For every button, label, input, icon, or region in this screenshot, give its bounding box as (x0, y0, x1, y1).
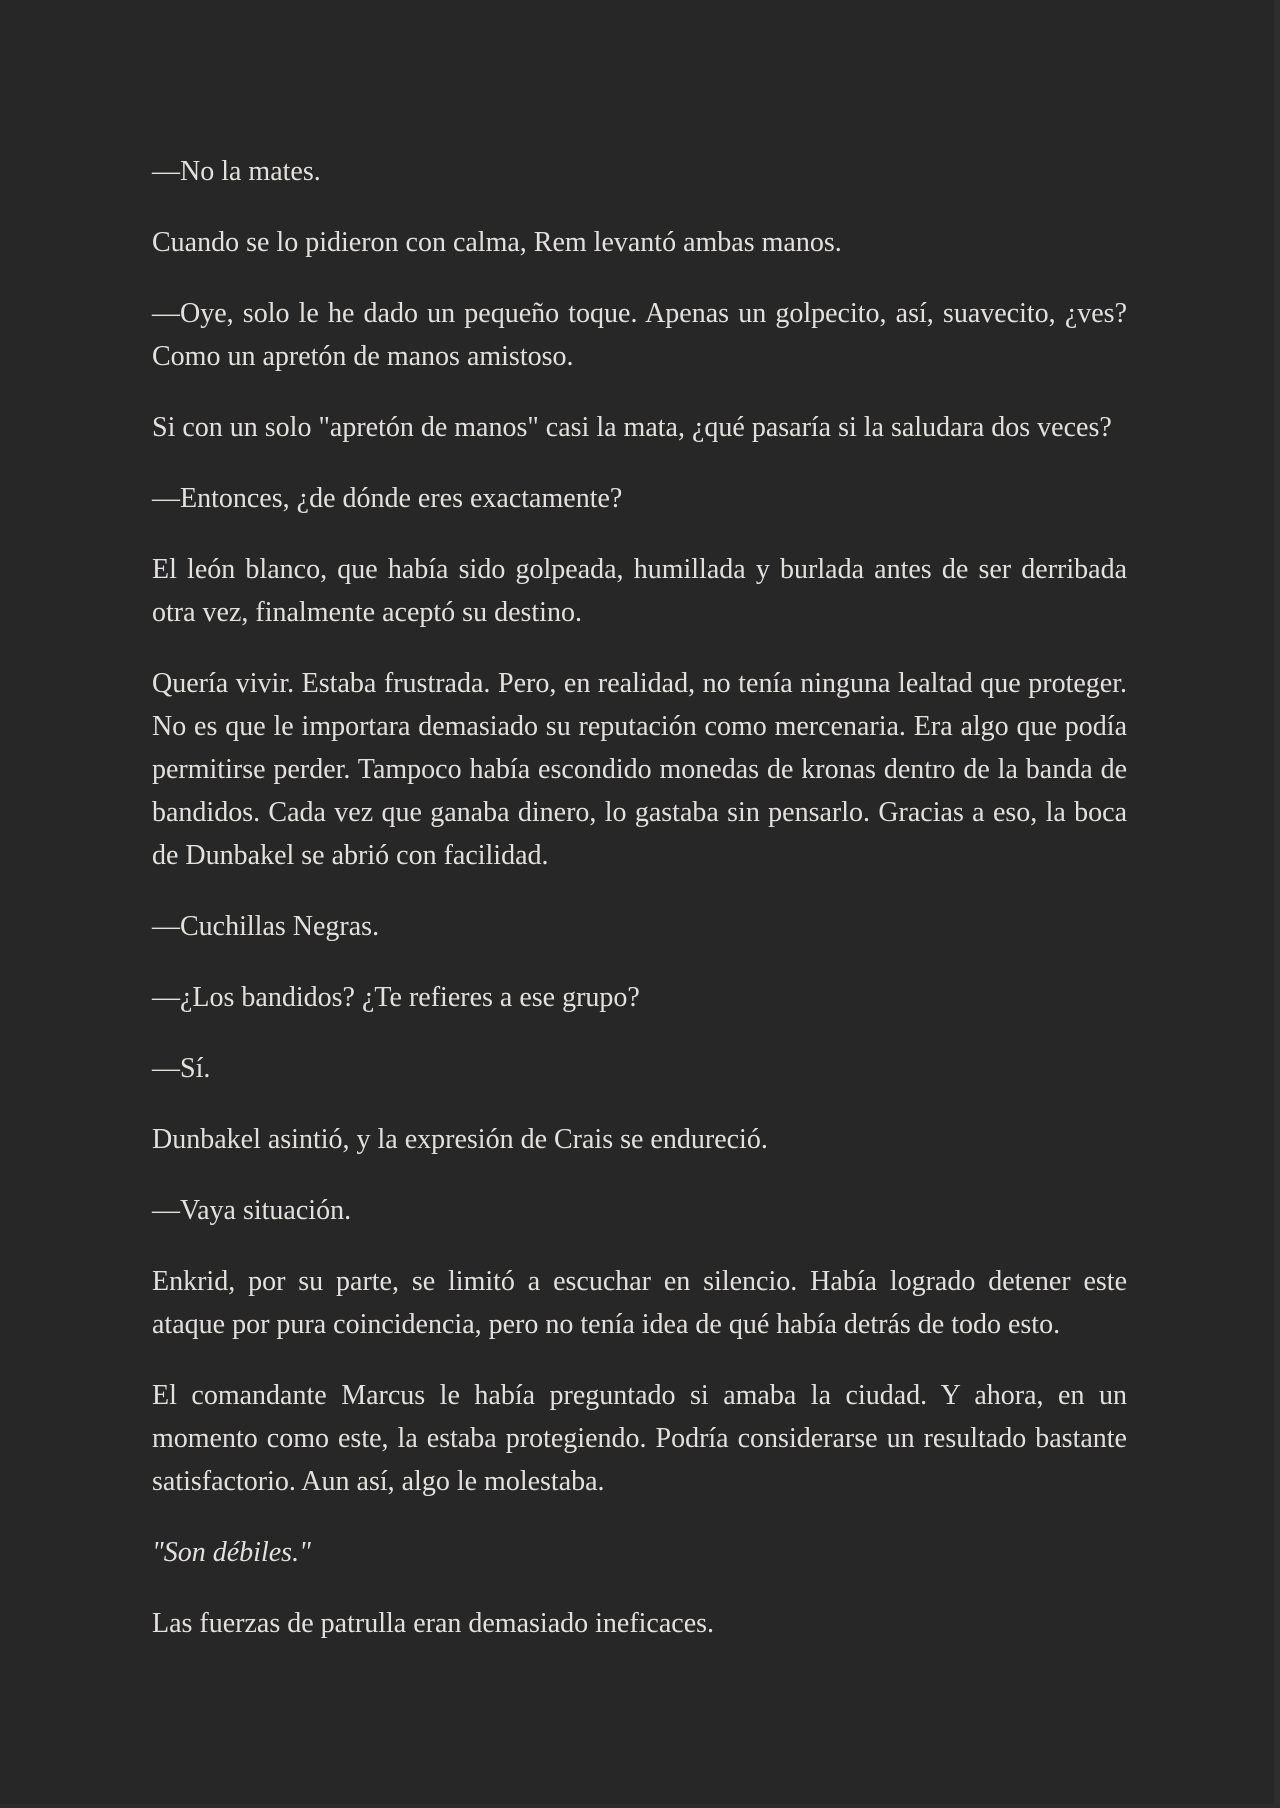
paragraph: —Cuchillas Negras. (152, 911, 380, 942)
paragraph: Quería vivir. Estaba frustrada. Pero, en realidad, no tenía ninguna lealtad que proteger. No es que le importara demasiado su reputación como mercenaria. Era algo que podía permitirse perder. Tampoco había escondido monedas de kronas dentro de la banda de bandidos. Cada vez que ganaba dinero, lo gastaba sin pensarlo. Gracias a eso, la boca de Dunbakel se abrió con facilidad. (152, 668, 1127, 871)
paragraph: Enkrid, por su parte, se limitó a escuchar en silencio. Había logrado detener este ataque por pura coincidencia, pero no tenía idea de qué había detrás de todo esto. (152, 1266, 1127, 1340)
reader-content (152, 0, 1127, 1645)
paragraph: —¿Los bandidos? ¿Te refieres a ese grupo? (152, 982, 640, 1013)
paragraph: El león blanco, que había sido golpeada, humillada y burlada antes de ser derribada otra vez, finalmente aceptó su destino. (152, 554, 1127, 628)
paragraph: Las fuerzas de patrulla eran demasiado ineficaces. (152, 1608, 715, 1639)
paragraph: —Entonces, ¿de dónde eres exactamente? (152, 483, 623, 514)
paragraph: —Sí. (152, 1053, 211, 1084)
paragraph: —No la mates. (152, 156, 321, 187)
paragraph: Cuando se lo pidieron con calma, Rem levantó ambas manos. (152, 227, 842, 258)
paragraph: —Oye, solo le he dado un pequeño toque. Apenas un golpecito, así, suavecito, ¿ves? Como un apretón de manos amistoso. (152, 298, 1127, 372)
paragraph-inner-thought: "Son débiles." (152, 1537, 311, 1568)
paragraph: El comandante Marcus le había preguntado si amaba la ciudad. Y ahora, en un momento como este, la estaba protegiendo. Podría considerarse un resultado bastante satisfactorio. Aun así, algo le molestaba. (152, 1380, 1127, 1497)
paragraph: Dunbakel asintió, y la expresión de Crais se endureció. (152, 1124, 768, 1155)
bottom-edge-divider (0, 1804, 1280, 1808)
paragraph: —Vaya situación. (152, 1195, 352, 1226)
paragraph: Si con un solo "apretón de manos" casi la mata, ¿qué pasaría si la saludara dos veces? (152, 412, 1112, 443)
vertical-scrollbar[interactable] (1274, 0, 1280, 1808)
